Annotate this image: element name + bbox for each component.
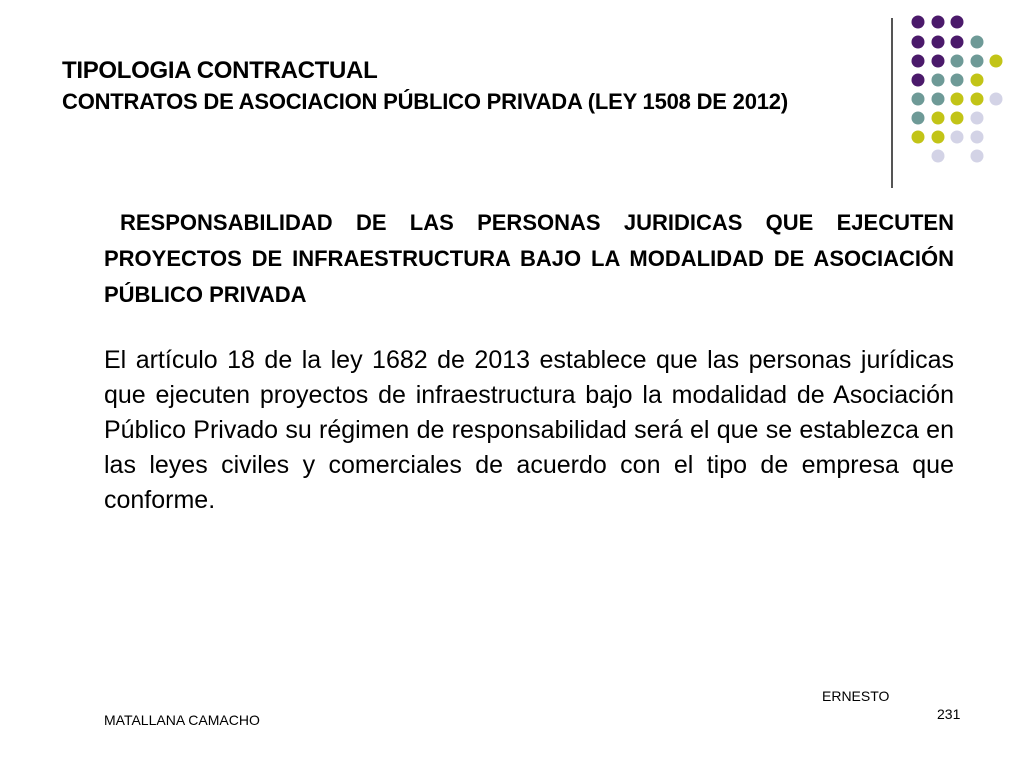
decorative-dot (951, 36, 964, 49)
slide-body (104, 205, 954, 518)
slide-subtitle: CONTRATOS DE ASOCIACION PÚBLICO PRIVADA (LEY 1508 DE 2012) (62, 89, 788, 114)
decorative-dot (912, 36, 925, 49)
decorative-dot (990, 55, 1003, 68)
decorative-dot (971, 150, 984, 163)
decorative-dot (932, 131, 945, 144)
decorative-dot (971, 36, 984, 49)
decorative-dot (951, 93, 964, 106)
author-first-name: ERNESTO (822, 688, 890, 704)
decorative-dot (932, 55, 945, 68)
decorative-dot (932, 112, 945, 125)
decorative-dot (912, 16, 925, 29)
decorative-dot (971, 55, 984, 68)
decorative-dot (912, 55, 925, 68)
decorative-dot (951, 131, 964, 144)
slide-title-block (62, 56, 862, 118)
decorative-dot (932, 74, 945, 87)
decorative-dot (932, 16, 945, 29)
decorative-dot (912, 131, 925, 144)
decorative-dot (951, 74, 964, 87)
decorative-dot (951, 55, 964, 68)
decorative-dot (990, 93, 1003, 106)
slide-title: TIPOLOGIA CONTRACTUAL (62, 57, 378, 84)
decorative-dot (971, 93, 984, 106)
decorative-dot (971, 74, 984, 87)
decorative-dot (912, 112, 925, 125)
author-last-name: MATALLANA CAMACHO (104, 712, 260, 728)
decorative-dot (932, 150, 945, 163)
decorative-dot (951, 16, 964, 29)
decorative-dot (932, 36, 945, 49)
decorative-dot (971, 131, 984, 144)
decorative-dot (971, 112, 984, 125)
decorative-divider (891, 18, 893, 188)
page-number: 231 (937, 706, 961, 722)
decorative-dot (912, 74, 925, 87)
decorative-dot (912, 93, 925, 106)
body-paragraph: El artículo 18 de la ley 1682 de 2013 establece que las personas jurídicas que ejecuten proyectos de infraestructura bajo la modalidad de Asociación Público Privado su régimen de responsabilidad será el que se establezca en las leyes civiles y comerciales de acuerdo con el tipo de empresa que conforme. (104, 346, 954, 514)
decorative-dot (932, 93, 945, 106)
decorative-dot (951, 112, 964, 125)
section-heading: RESPONSABILIDAD DE LAS PERSONAS JURIDICAS QUE EJECUTEN PROYECTOS DE INFRAESTRUCTURA BAJO LA MODALIDAD DE ASOCIACIÓN PÚBLICO PRIVADA (104, 210, 954, 307)
